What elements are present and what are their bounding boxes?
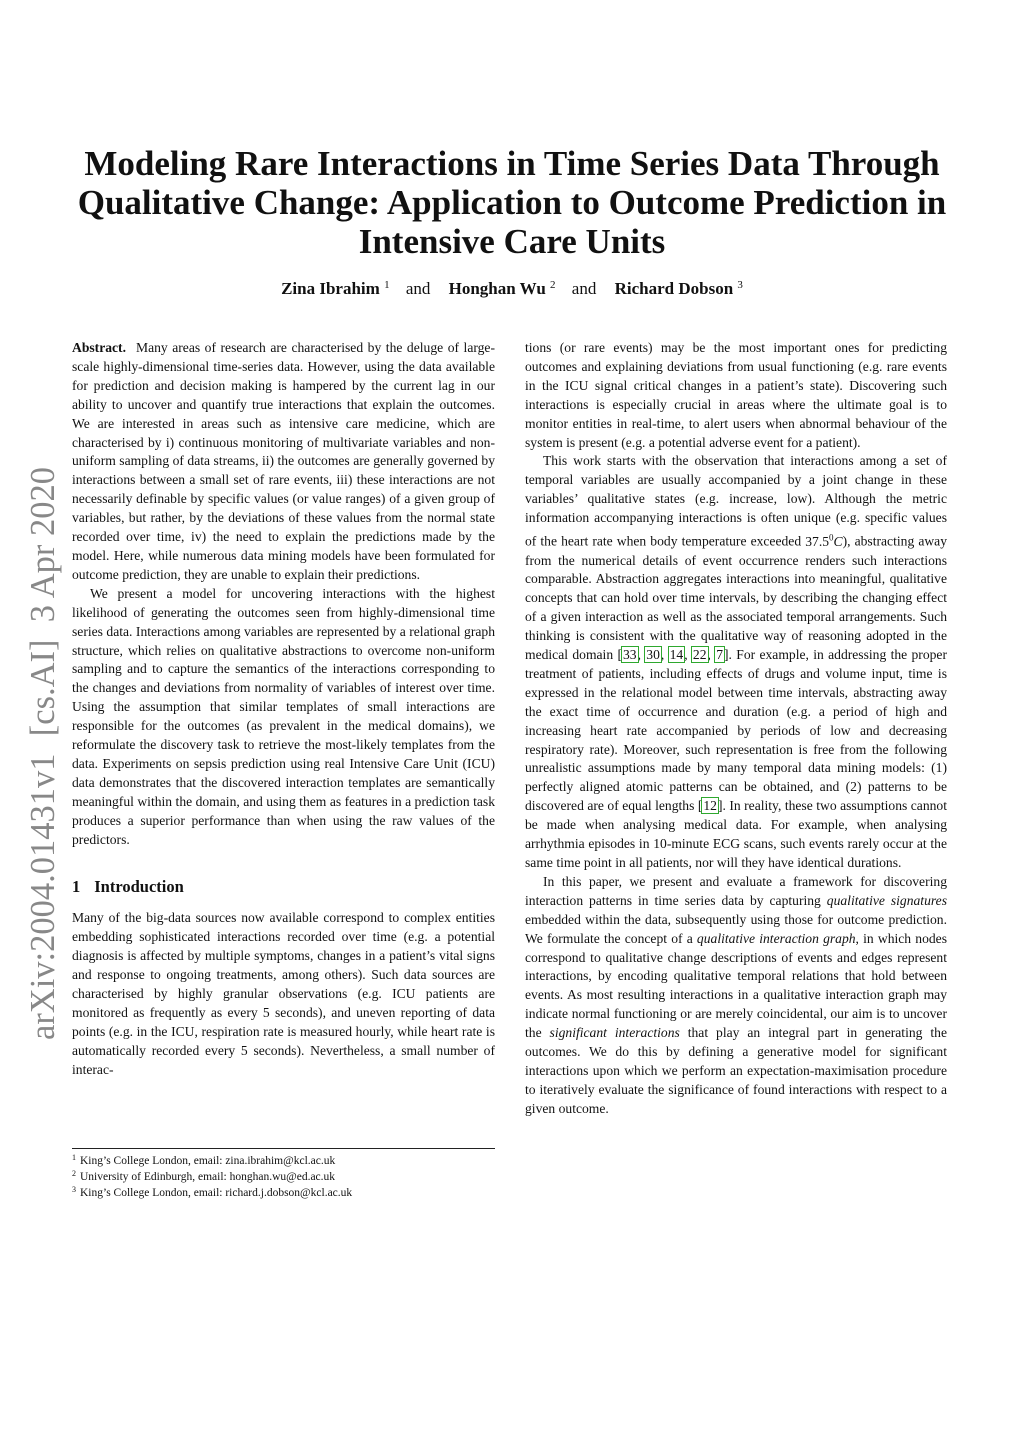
para-text: , in which nodes correspond to qualitative change descriptions of events and edges represent interactions, by encoding qualitative temporal relations that hold between events. As most resulting interactions in a qualitative interaction graph may indicate normal functioning or are merely coincidental, our aim is to uncover the <box>525 930 947 1041</box>
footnote-rule <box>72 1148 495 1149</box>
para-text: embedded within the data, subsequently using those for outcome prediction. We formulate the concept of a <box>525 911 947 946</box>
citation-link[interactable]: 30 <box>646 647 660 663</box>
footnotes <box>72 1148 495 1201</box>
citation-link[interactable]: 12 <box>703 798 717 814</box>
footnote-text: University of Edinburgh, email: honghan.wu@ed.ac.uk <box>80 1171 336 1183</box>
intro-paragraph-3 <box>525 873 947 1119</box>
author-name: Richard Dobson <box>614 279 734 298</box>
emphasis: qualitative interaction graph <box>696 930 856 946</box>
footnote <box>72 1153 495 1169</box>
footnote <box>72 1169 495 1185</box>
para-text: that play an integral part in generating the outcomes. We do this by defining a generative model for significant interactions upon which we perform an expectation-maximisation procedure to iteratively evaluate the significance of found interactions with respect to a given outcome. <box>525 1025 947 1116</box>
temperature-superscript: 0 <box>829 532 834 543</box>
para-text: ), abstracting away from the numerical details of event occurrence renders such interactions comparable. Abstraction aggregates interactions into meaningful, qualitative concepts that can hold over time intervals, by describing the changing effect of a given interaction as well as the associated temporal arrangements. Such thinking is consistent with the qualitative way of reasoning adopted in the medical domain [ <box>525 533 947 663</box>
section-number: 1 <box>72 877 81 897</box>
intro-paragraph-1: Many of the big-data sources now available correspond to complex entities embedding sophisticated interactions recorded over time (e.g. a potential diagnosis is affected by multiple symptoms, changes in a patient’s vital signs and response to ongoing treatments, among others). Such data sources are characterised by highly granular observations (e.g. ICU patients are monitored as frequently as every 5 seconds), and uneven reporting of data points (e.g. in the ICU, respiration rate is measured hourly, while heart rate is automatically recorded every 5 seconds). Nevertheless, a small number of interac- <box>72 910 495 1077</box>
temperature-value: 37.5 <box>805 533 830 549</box>
citation-link[interactable]: 22 <box>692 647 707 663</box>
author-name: Honghan Wu <box>448 279 546 298</box>
para-text: ]. For example, in addressing the proper treatment of patients, including effects of drugs and volume input, time is expressed in the relational model between time intervals, abstracting away the exact time of occurrence and duration (e.g. a period of high and increasing heart rate accompanied by periods of low and decreasing respiratory rate). Moreover, such representation is free from the following unrealistic assumptions made by many temporal data mining models: (1) perfectly aligned atomic patterns can be obtained, and (2) patterns to be discovered are of equal lengths [ <box>525 647 947 814</box>
right-column <box>525 339 947 1119</box>
author-name: Zina Ibrahim <box>281 279 380 298</box>
para-text: ]. In reality, these two assumptions cannot be made when analysing medical data. For example, when analysing arrhythmia episodes in 10-minute ECG scans, such events rarely occur at the same time point in all patients, nor will they have identical durations. <box>525 798 947 870</box>
temperature <box>805 534 842 549</box>
citation-link[interactable]: 14 <box>669 647 684 663</box>
abstract-label: Abstract. <box>72 340 126 355</box>
footnote-mark: 1 <box>72 1153 76 1162</box>
arxiv-stamp-text: arXiv:2004.01431v1 [cs.AI] 3 Apr 2020 <box>24 466 62 1040</box>
abstract-text: Many areas of research are characterised by the deluge of large-scale highly-dimensional time-series data. However, using the data available for prediction and decision making is hampered by the current lag in our ability to uncover and quantify true interactions that explain the outcomes. We are interested in areas such as intensive care medicine, which are characterised by i) continuous monitoring of multivariate variables and non-uniform sampling of data streams, ii) the outcomes are generally governed by interactions between a small set of rare events, iii) these interactions are not necessarily definable by specific values (or value ranges) of a given group of variables, but rather, by the deviations of these values from the normal state recorded over time, iv) the need to explain the predictions made by the model. Here, while numerous data mining models have been formulated for outcome prediction, they are unable to explain their predictions. <box>72 340 495 582</box>
section-title: Introduction <box>94 877 184 897</box>
footnote <box>72 1185 495 1201</box>
citation-link[interactable]: 33 <box>622 647 637 663</box>
author-mark: 1 <box>384 279 390 291</box>
author-mark: 2 <box>550 279 556 291</box>
author-separator: and <box>571 279 597 298</box>
intro-paragraph-2: This work starts with the observation that interactions among a set of temporal variables are usually accompanied by a joint change in these variables’ qualitative states (e.g. increase, low). Although the metric information accompanying interactions is often unique (e.g. specific values of the heart rate when body temperature exceeded 37.5$^0$C), abstracting away from the numerical details of event occurrence renders such interactions comparable. Abstraction aggregates interactions into meaningful, qualitative concepts that can hold over time intervals, by describing the changing effect of a given interaction as well as the associated temporal arrangements. Such thinking is consistent with the qualitative way of reasoning adopted in the medical domain [33, 30, 14, 22, 7]. For example, in addressing the proper treatment of patients, including effects of drugs and volume input, time is expressed in the relational model between time intervals, abstracting away the exact time of occurrence and duration (e.g. a period of high and increasing heart rate accompanied by periods of low and decreasing respiratory rate). Moreover, such representation is free from the following unrealistic assumptions made by many temporal data mining models: (1) perfectly aligned atomic patterns can be obtained, and (2) patterns to be discovered are of equal lengths [12]. In reality, these two assumptions cannot be made when analysing medical data. For example, when analysing arrhythmia episodes in 10-minute ECG scans, such events rarely occur at the same time point in all patients, nor will they have identical durations. <box>525 453 947 870</box>
author-line <box>60 278 964 300</box>
author-separator: and <box>405 279 431 298</box>
footnote-text: King’s College London, email: zina.ibrahim@kcl.ac.uk <box>80 1155 336 1167</box>
arxiv-stamp <box>6 350 66 1050</box>
para-text: This work starts with the observation that interactions among a set of temporal variables are usually accompanied by a joint change in these variables’ qualitative states (e.g. increase, low). Although the metric information accompanying interactions is often unique (e.g. specific values of the heart rate when body temperature exceeded <box>525 453 947 549</box>
temperature-unit: C <box>833 533 843 549</box>
footnote-mark: 2 <box>72 1169 76 1178</box>
abstract-paragraph <box>72 339 495 585</box>
paper-title: Modeling Rare Interactions in Time Series Data Through Qualitative Change: Application to Outcome Prediction in Intensive Care Units <box>77 144 947 261</box>
author-mark: 3 <box>737 279 743 291</box>
footnote-text: King’s College London, email: richard.j.dobson@kcl.ac.uk <box>80 1187 353 1199</box>
section-heading <box>72 877 495 897</box>
emphasis: significant interactions <box>549 1025 680 1041</box>
para-text: In this paper, we present and evaluate a framework for discovering interaction patterns in time series data by capturing <box>525 873 947 908</box>
left-column <box>72 339 495 1080</box>
abstract-paragraph-2: We present a model for uncovering interactions with the highest likelihood of generating the outcomes seen from highly-dimensional time series data. Interactions among variables are represented by a relational graph structure, which relies on qualitative abstractions to overcome non-uniform sampling and to capture the semantics of the interactions corresponding to the changes and deviations from normality of variables of interest over time. Using the assumption that similar templates of small interactions are responsible for the outcomes (as prevalent in the medical domains), we reformulate the discovery task to retrieve the most-likely templates from the data. Experiments on sepsis prediction using real Intensive Care Unit (ICU) data demonstrates that the discovered interaction templates are semantically meaningful within the domain, and using them as features in a prediction task produces a superior performance than when using the raw values of the predictors. <box>72 585 495 847</box>
footnote-mark: 3 <box>72 1185 76 1194</box>
citation-link[interactable]: 7 <box>716 647 724 663</box>
intro-paragraph-1-continued: tions (or rare events) may be the most important ones for predicting outcomes and explaining deviations from usual functioning (e.g. rare events in the ICU signal critical changes in a patient’s state). Discovering such interactions is especially crucial in areas where the ultimate goal is to monitor entities in real-time, to alert users when abnormal behaviour of the system is present (e.g. a potential adverse event for a patient). <box>525 340 947 450</box>
emphasis: qualitative signatures <box>826 892 947 908</box>
